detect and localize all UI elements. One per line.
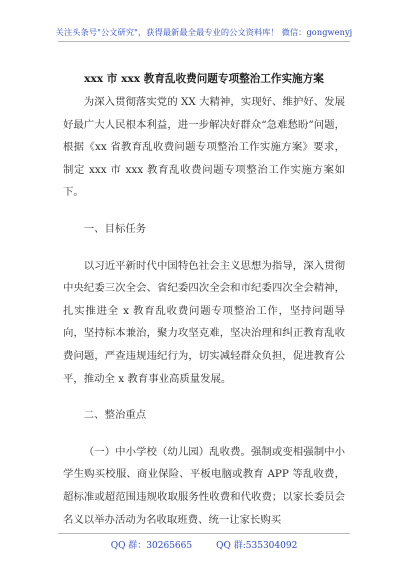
footer-note [0,538,408,551]
goals-paragraph: 以习近平新时代中国特色社会主义思想为指导，深入贯彻中央纪委三次全会、省纪委四次全会和市纪委四次全会精神，扎实推进全 x 教育乱收费问题专项整治工作，坚持问题导向，坚持标本兼治，聚力攻坚克难，坚决治理和纠正教育乱收费问题，严查违规违纪行为，切实减轻群众负担，促进教育公平，推动全 x 教育事业高质量发展。 [63,259,345,385]
footer-divider [58,533,350,534]
intro-paragraph: 为深入贯彻落实党的 XX 大精神，实现好、维护好、发展好最广大人民根本利益，进一步解决好群众“急难愁盼”问题，根据《xx 省教育乱收费问题专项整治工作实施方案》要求，制定 xxx 市 xxx 教育乱收费问题专项整治工作实施方案如下。 [63,96,345,199]
document-title: xxx 市 xxx 教育乱收费问题专项整治工作实施方案 [84,73,324,85]
header-note: 关注头条号"公文研究"，获得最新最全最专业的公文资料库！ 微信：gongwenyj [55,27,353,37]
section-heading-goals: 一、目标任务 [83,222,147,235]
header-divider [58,41,350,42]
section-heading-priorities: 二、整治重点 [83,409,147,422]
footer-qq-group-2: QQ 群:535304092 [216,541,298,551]
document-body [63,91,345,545]
footer-qq-group-1: QQ 群：30265665 [110,541,193,551]
priority-item-1: （一）中小学校（幼儿园）乱收费。强制或变相强制中小学生购买校服、商业保险、平板电脑或教育 APP 等乱收费，超标准或超范围违规收取服务性收费和代收费；以家长委员会名义以举办活动为名收取班费、统一让家长购买 [63,445,345,526]
